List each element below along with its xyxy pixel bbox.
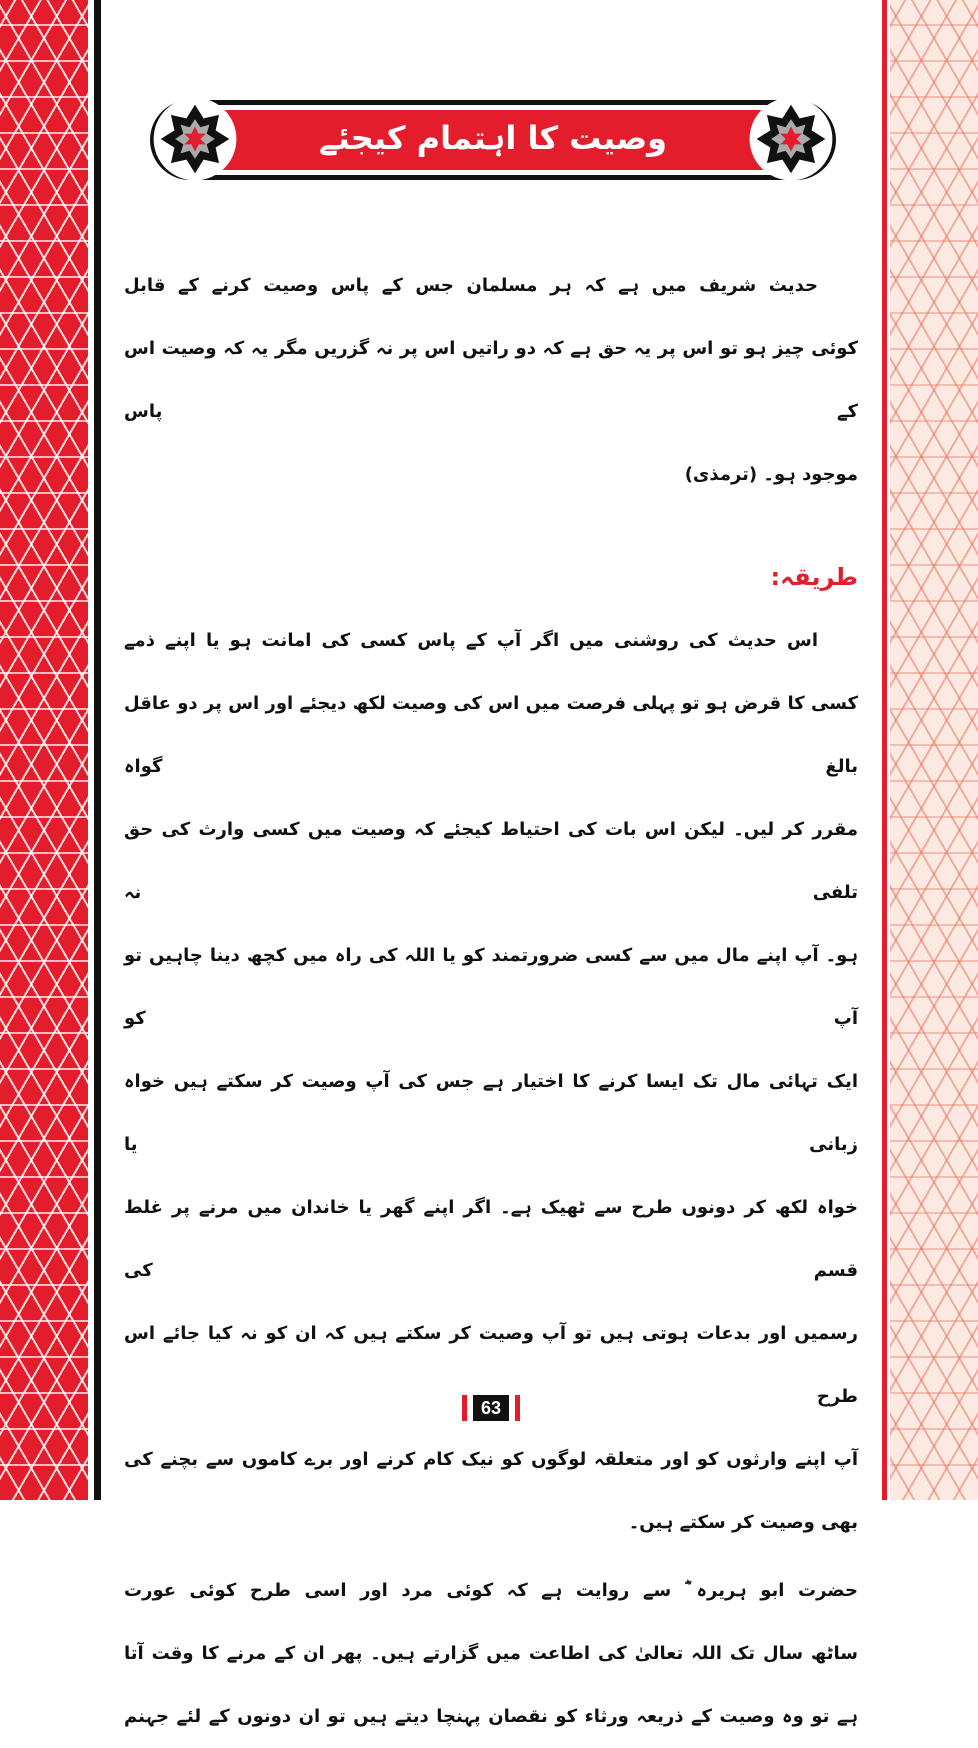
right-decorative-border <box>890 0 978 1500</box>
title-banner <box>150 100 836 180</box>
paragraph-abu-hurairah <box>124 1559 858 1748</box>
text-line: ہے تو وہ وصیت کے ذریعہ ورثاء کو نقصان پہنچا دیتے ہیں تو ان دونوں کے لئے جہنم <box>124 1706 858 1727</box>
page-body <box>124 254 858 1748</box>
text-line: خواہ لکھ کر دونوں طرح سے ٹھیک ہے۔ اگر اپنے گھر یا خاندان میں مرنے پر غلط قسم کی <box>124 1197 858 1281</box>
text-line: مقرر کر لیں۔ لیکن اس بات کی احتیاط کیجئے کہ وصیت میں کسی وارث کی حق تلفی نہ <box>124 819 858 903</box>
rosette-icon-right <box>746 94 836 184</box>
paragraph-hadith <box>124 254 858 506</box>
section-heading: طریقہ: <box>770 563 858 591</box>
page-number-label: 63 <box>473 1395 509 1421</box>
page-number-bar-left <box>462 1395 467 1421</box>
text-line: آپ اپنے وارثوں کو اور متعلقہ لوگوں کو نیک کام کرنے اور برے کاموں سے بچنے کی <box>124 1449 858 1470</box>
right-border-rule <box>882 0 887 1500</box>
text-line: موجود ہو۔ (ترمذی) <box>684 464 858 485</box>
page-number <box>462 1395 520 1421</box>
text-line: حضرت ابو ہریرہ ؓ سے روایت ہے کہ کوئی مرد اور اسی طرح کوئی عورت <box>124 1580 858 1601</box>
text-line: کسی کا قرض ہو تو پہلی فرصت میں اس کی وصیت لکھ دیجئے اور اس پر دو عاقل بالغ گواہ <box>124 693 858 777</box>
text-line: بھی وصیت کر سکتے ہیں۔ <box>628 1512 858 1533</box>
text-line: حدیث شریف میں ہے کہ ہر مسلمان جس کے پاس وصیت کرنے کے قابل <box>124 275 818 296</box>
text-line: ایک تہائی مال تک ایسا کرنے کا اختیار ہے جس کی آپ وصیت کر سکتے ہیں خواہ زبانی یا <box>124 1071 858 1155</box>
page-title: وصیت کا اہتمام کیجئے <box>318 119 668 157</box>
text-line: اس حدیث کی روشنی میں اگر آپ کے پاس کسی کی امانت ہو یا اپنے ذمے <box>124 630 818 651</box>
rosette-icon-left <box>150 94 240 184</box>
banner-fill <box>163 110 823 170</box>
text-line: ہو۔ آپ اپنے مال میں سے کسی ضرورتمند کو یا اللہ کی راہ میں کچھ دینا چاہیں تو آپ کو <box>124 945 858 1029</box>
left-border-rule-black <box>94 0 101 1500</box>
text-line: کوئی چیز ہو تو اس پر یہ حق ہے کہ دو راتیں اس پر نہ گزریں مگر یہ کہ وصیت اس کے پاس <box>124 338 858 422</box>
text-line: ساٹھ سال تک اللہ تعالیٰ کی اطاعت میں گزارتے ہیں۔ پھر ان کے مرنے کا وقت آتا <box>124 1643 858 1664</box>
page-number-bar-right <box>515 1395 520 1421</box>
text-line: رسمیں اور بدعات ہوتی ہیں تو آپ وصیت کر سکتے ہیں کہ ان کو نہ کیا جائے اس طرح <box>124 1323 858 1407</box>
left-decorative-border <box>0 0 88 1500</box>
